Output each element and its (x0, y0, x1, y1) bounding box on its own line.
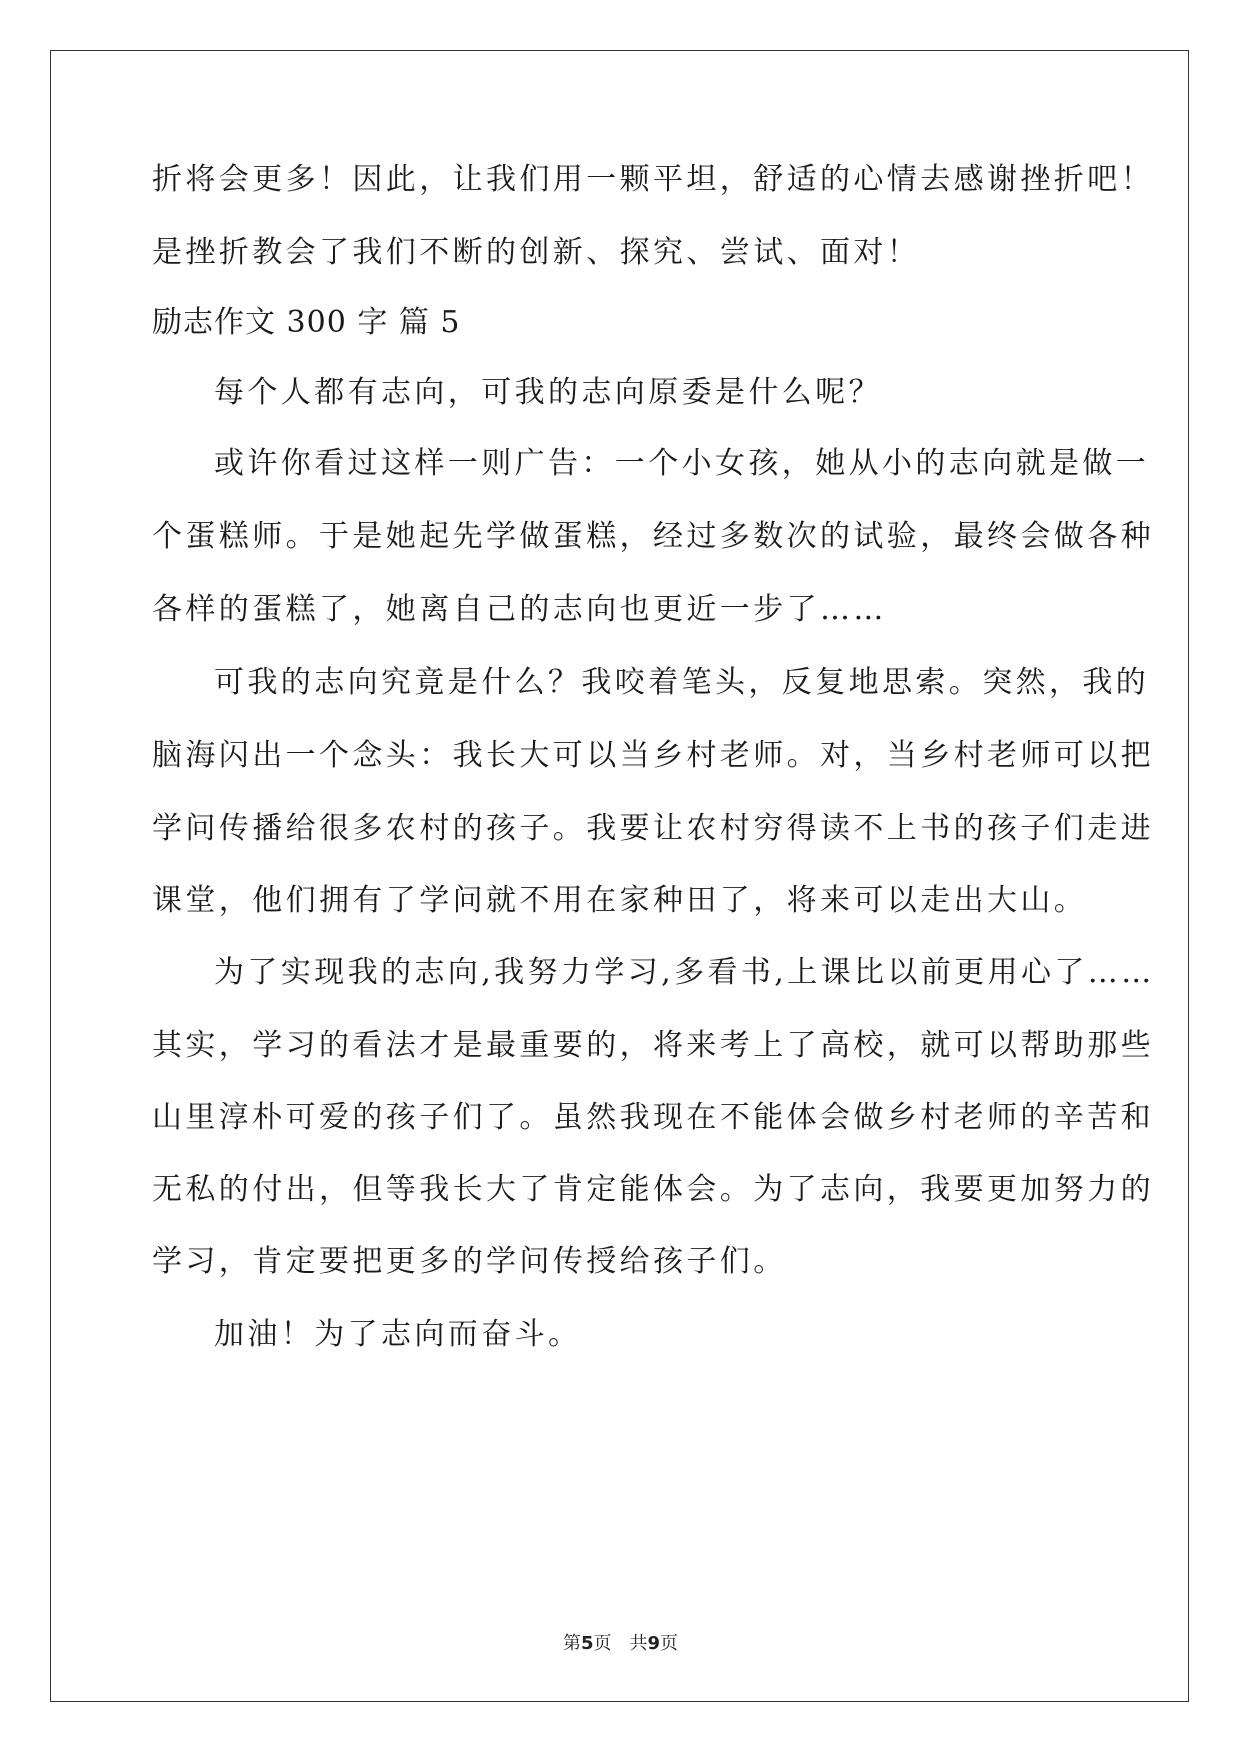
text-line: 学问传播给很多农村的孩子。我要让农村穷得读不上书的孩子们走进 (152, 811, 1154, 846)
footer-prefix: 第 (562, 1633, 581, 1654)
text-line: 个蛋糕师。于是她起先学做蛋糕，经过多数次的试验，最终会做各种 (152, 519, 1154, 554)
paragraph-line: 为了实现我的志向,我努力学习,多看书,上课比以前更用心了…… (214, 955, 1155, 990)
text-line: 是挫折教会了我们不断的创新、探究、尝试、面对！ (152, 235, 921, 270)
footer-total-prefix: 共 (629, 1633, 648, 1654)
current-page-number: 5 (580, 1633, 594, 1654)
text-line: 无私的付出，但等我长大了肯定能体会。为了志向，我要更加努力的 (152, 1172, 1154, 1207)
paragraph-line: 可我的志向究竟是什么？我咬着笔头，反复地思索。突然，我的 (214, 665, 1150, 700)
text-line: 山里淳朴可爱的孩子们了。虽然我现在不能体会做乡村老师的辛苦和 (152, 1100, 1154, 1135)
page-frame (50, 50, 1189, 1702)
footer-suffix: 页 (660, 1633, 679, 1654)
text-line: 各样的蛋糕了，她离自己的志向也更近一步了…… (152, 592, 887, 627)
text-line: 学习，肯定要把更多的学问传授给孩子们。 (152, 1244, 787, 1279)
page-footer (0, 1633, 1241, 1655)
total-pages-number: 9 (647, 1633, 661, 1654)
footer-mid: 页 (593, 1633, 612, 1654)
text-line: 课堂，他们拥有了学问就不用在家种田了，将来可以走出大山。 (152, 883, 1088, 918)
text-line: 脑海闪出一个念头：我长大可以当乡村老师。对，当乡村老师可以把 (152, 738, 1154, 773)
text-line: 其实，学习的看法才是最重要的，将来考上了高校，就可以帮助那些 (152, 1028, 1154, 1063)
text-line: 折将会更多！因此，让我们用一颗平坦，舒适的心情去感谢挫折吧！ (152, 162, 1154, 197)
paragraph-line: 每个人都有志向，可我的志向原委是什么呢？ (214, 375, 882, 410)
section-heading: 励志作文 300 字 篇 5 (152, 305, 461, 340)
paragraph-line: 加油！为了志向而奋斗。 (214, 1317, 582, 1352)
paragraph-line: 或许你看过这样一则广告：一个小女孩，她从小的志向就是做一 (214, 446, 1150, 481)
